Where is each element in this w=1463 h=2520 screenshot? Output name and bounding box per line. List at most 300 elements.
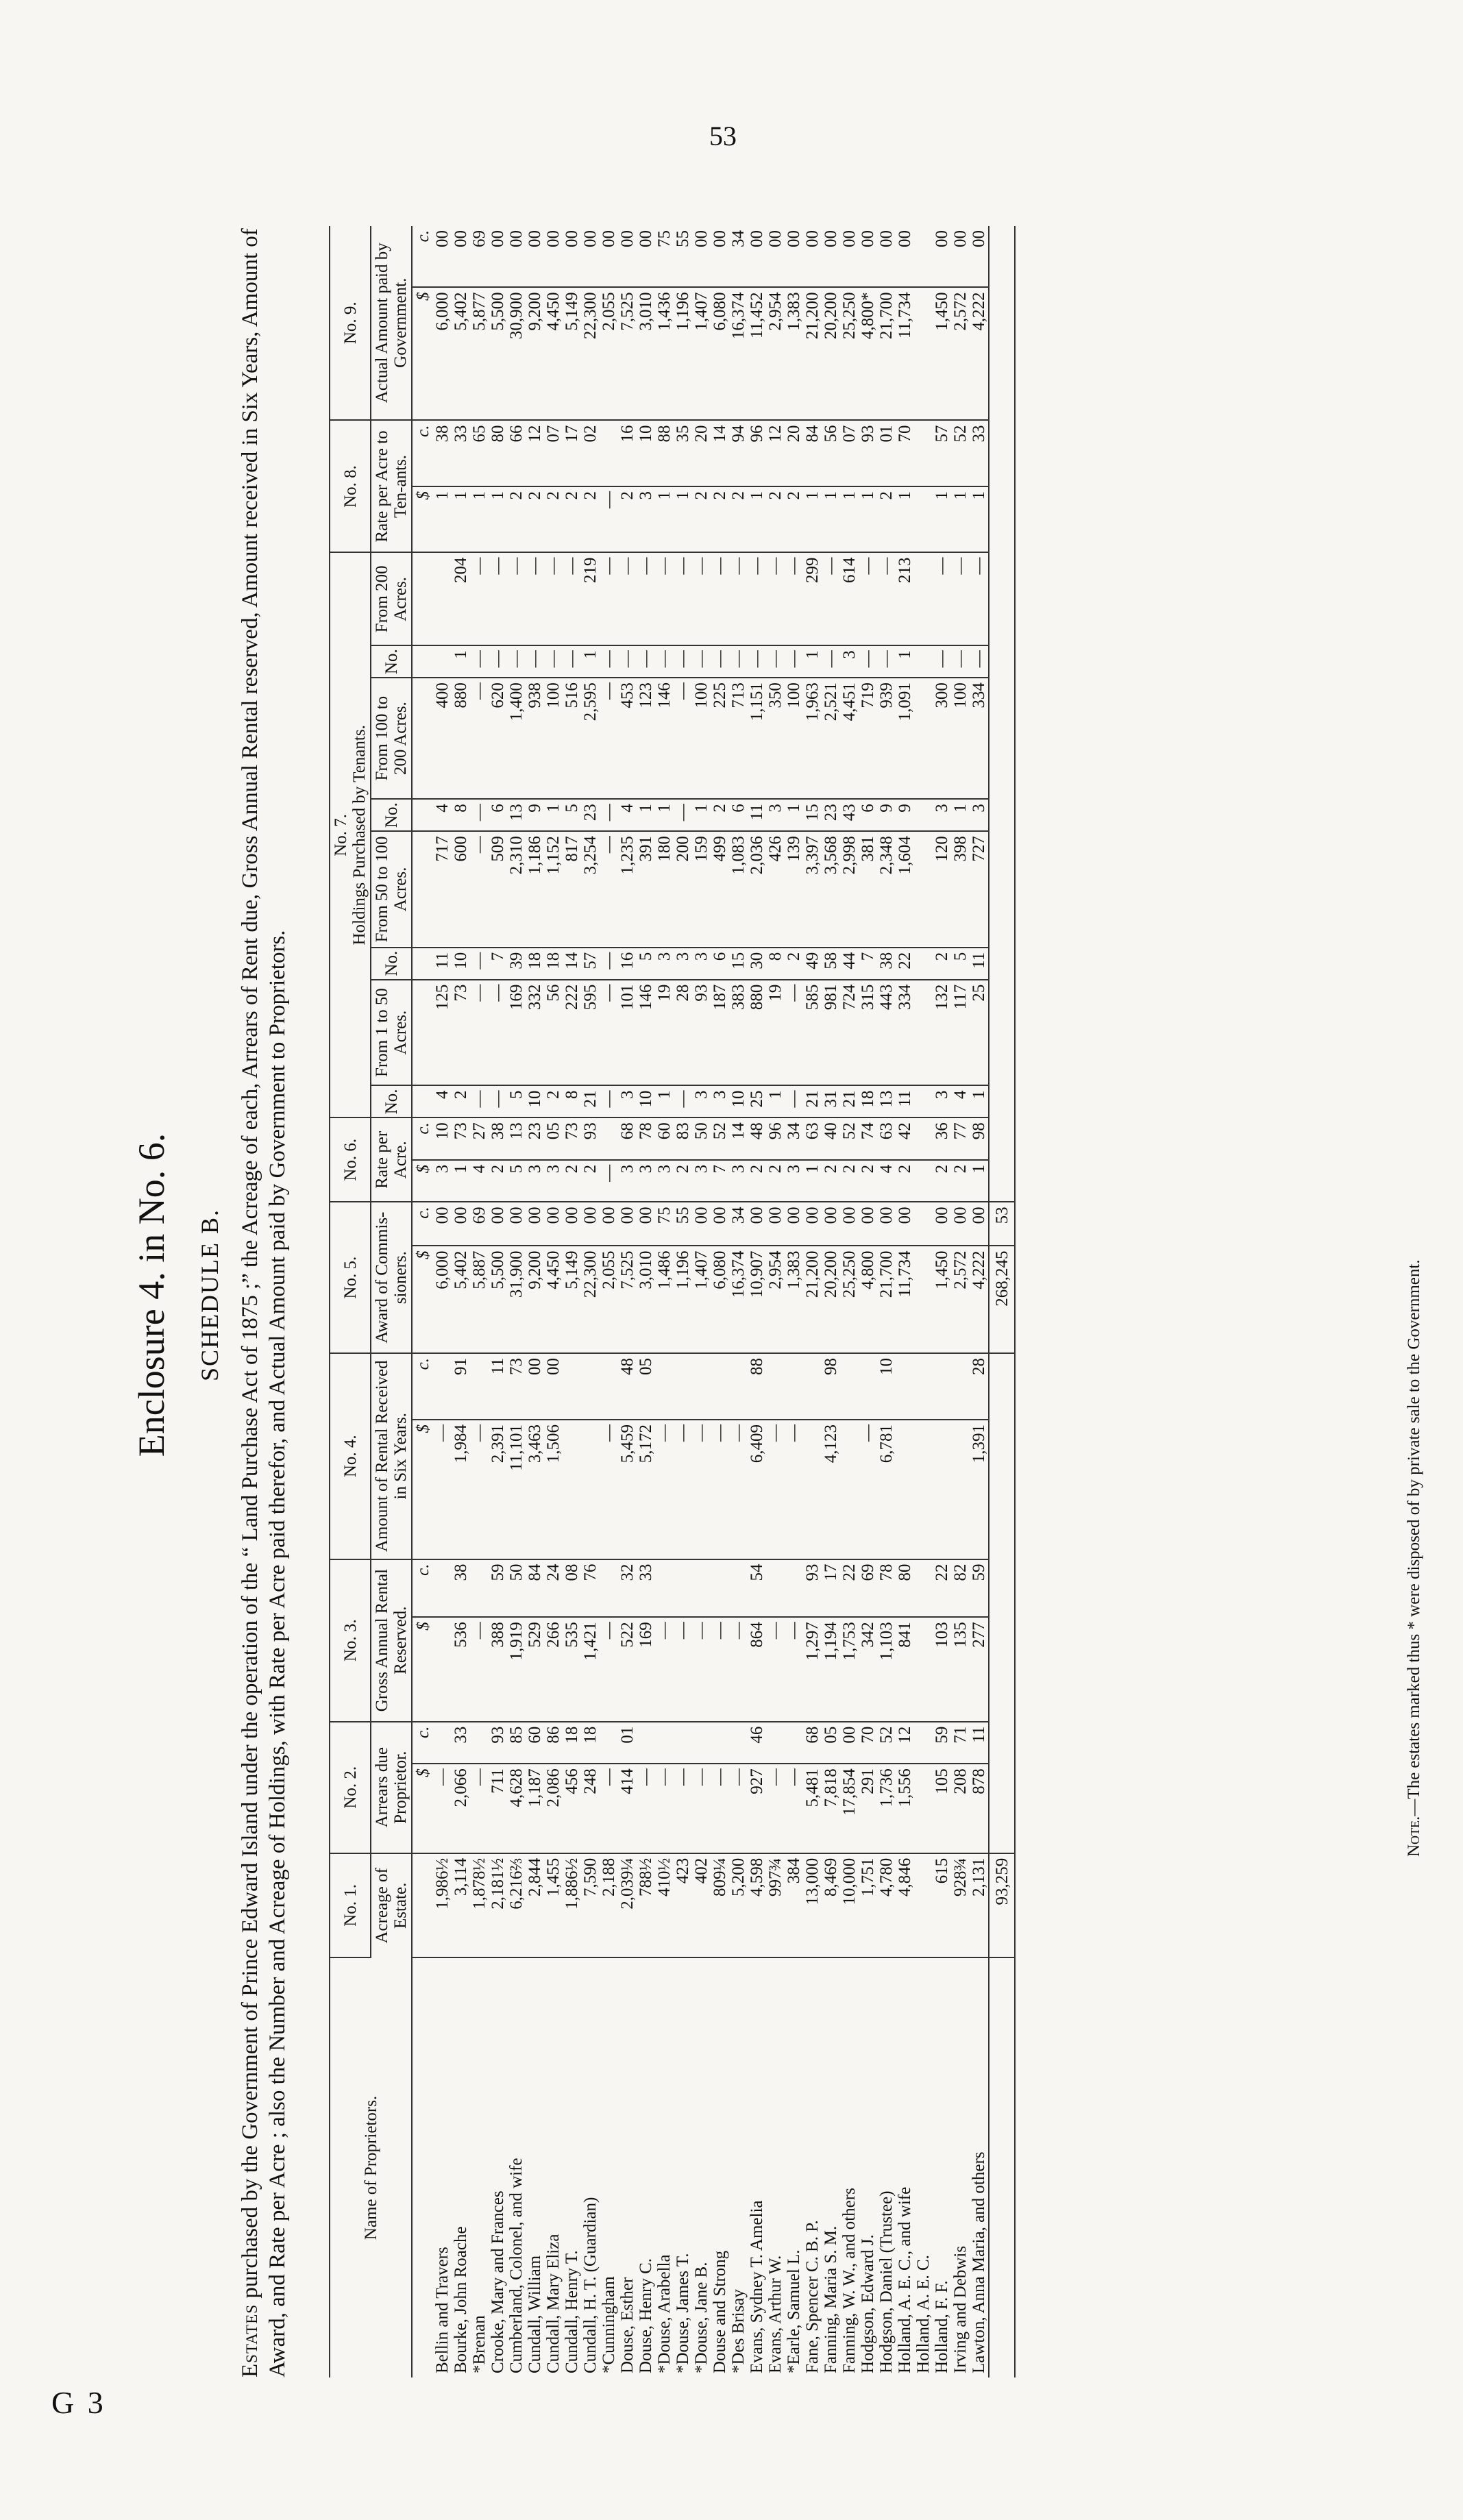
row-arrears-dollars: 248 (581, 1764, 600, 1853)
row-acreage: 4,846 (896, 1853, 914, 1957)
row-rental-cents (655, 1559, 674, 1618)
unit-award-dollars: $ (412, 1246, 433, 1353)
row-name: Douse, Esther (618, 2277, 637, 2373)
row-arrears-cents (600, 1722, 618, 1764)
row-actual-cents: 00 (618, 226, 637, 287)
footnote (1405, 1259, 1424, 1857)
row-holdings-1-50-count: 25 (748, 1085, 766, 1117)
row-actual-cents: 00 (748, 226, 766, 287)
table-row (859, 226, 877, 2377)
row-actual-dollars: 5,149 (563, 287, 581, 420)
row-name: Bourke, John Roache (452, 2226, 470, 2373)
row-arrears-dollars: — (692, 1764, 711, 1853)
row-award-cents: 00 (711, 1202, 729, 1246)
row-actual-dollars: 11,734 (896, 287, 914, 420)
row-holdings-1-50-acres: — (489, 980, 507, 1086)
row-name: Lawton, Anna Maria, and others (970, 2151, 988, 2373)
row-holdings-1-50-count: 18 (859, 1085, 877, 1117)
row-acreage: 615 (933, 1853, 951, 1957)
row-rate-dollars: 3 (637, 1160, 655, 1202)
row-holdings-100-200-acres: 100 (951, 678, 970, 799)
row-actual-dollars: 4,222 (970, 287, 989, 420)
row-holdings-100-200-count: 4 (433, 799, 452, 831)
row-holdings-200-count: — (877, 645, 896, 678)
totals-row (989, 226, 1015, 2377)
row-received-cents (859, 1353, 877, 1420)
row-received-cents: 00 (544, 1353, 563, 1420)
row-holdings-1-50-acres: 332 (526, 980, 544, 1086)
row-rate-tenants-dollars: 2 (729, 486, 748, 552)
row-holdings-50-100-acres: 817 (563, 831, 581, 948)
row-actual-dollars: 11,452 (748, 287, 766, 420)
row-rental-dollars: 1,297 (803, 1617, 822, 1721)
row-award-cents: 00 (970, 1202, 989, 1246)
row-rental-cents: 22 (840, 1559, 859, 1618)
row-arrears-dollars: 456 (563, 1764, 581, 1853)
row-holdings-200-acres: — (674, 552, 692, 645)
row-rental-cents (674, 1559, 692, 1618)
row-arrears-dollars: — (637, 1764, 655, 1853)
row-arrears-cents: 60 (526, 1722, 544, 1764)
row-award-cents (914, 1202, 933, 1246)
row-acreage: 2,844 (526, 1853, 544, 1957)
row-name: Evans, Arthur W. (766, 2255, 785, 2373)
row-rental-dollars (433, 1617, 452, 1721)
row-rate-cents: 38 (489, 1117, 507, 1160)
row-holdings-100-200-acres: 938 (526, 678, 544, 799)
row-rate-dollars: 3 (544, 1160, 563, 1202)
row-holdings-50-100-count: 5 (637, 948, 655, 980)
row-received-dollars (581, 1420, 600, 1559)
row-rental-dollars: — (729, 1617, 748, 1721)
row-holdings-100-200-acres: 300 (933, 678, 951, 799)
row-rate-dollars: 4 (877, 1160, 896, 1202)
row-holdings-1-50-count: 1 (766, 1085, 785, 1117)
row-rental-dollars: 169 (637, 1617, 655, 1721)
row-rental-dollars: 1,919 (507, 1617, 526, 1721)
row-received-dollars: 3,463 (526, 1420, 544, 1559)
row-arrears-cents (692, 1722, 711, 1764)
row-rate-dollars: 7 (711, 1160, 729, 1202)
row-holdings-100-200-acres: — (470, 678, 489, 799)
header-no4: No. 4. (330, 1353, 371, 1559)
row-rate-cents: 63 (803, 1117, 822, 1160)
row-received-cents: 88 (748, 1353, 766, 1420)
row-rate-tenants-dollars: 2 (507, 486, 526, 552)
row-name: Hodgson, Daniel (Trustee) (877, 2190, 896, 2373)
row-rate-dollars: 3 (692, 1160, 711, 1202)
row-holdings-200-count: — (655, 645, 674, 678)
row-actual-cents: 00 (840, 226, 859, 287)
row-rate-tenants-cents: 70 (896, 421, 914, 486)
row-rate-tenants-dollars: 1 (822, 486, 840, 552)
row-name: Douse, Henry C. (637, 2258, 655, 2373)
row-rate-dollars: 2 (581, 1160, 600, 1202)
row-holdings-100-200-count: 23 (822, 799, 840, 831)
row-holdings-200-count: — (674, 645, 692, 678)
row-rate-cents: 13 (507, 1117, 526, 1160)
row-holdings-200-acres: — (489, 552, 507, 645)
row-rate-tenants-cents: 01 (877, 421, 896, 486)
row-holdings-1-50-count: 5 (507, 1085, 526, 1117)
row-actual-dollars: 2,055 (600, 287, 618, 420)
note-lead: Note. (1405, 1816, 1423, 1857)
row-rate-dollars: 2 (822, 1160, 840, 1202)
row-actual-cents: 69 (470, 226, 489, 287)
row-holdings-1-50-count: — (470, 1085, 489, 1117)
row-acreage: 1,455 (544, 1853, 563, 1957)
row-holdings-1-50-acres: — (600, 980, 618, 1086)
row-arrears-dollars: 5,481 (803, 1764, 822, 1853)
row-actual-cents: 00 (563, 226, 581, 287)
row-arrears-cents (637, 1722, 655, 1764)
row-rate-tenants-dollars: 1 (452, 486, 470, 552)
row-acreage: 1,878½ (470, 1853, 489, 1957)
row-received-dollars: — (674, 1420, 692, 1559)
row-rental-dollars: — (711, 1617, 729, 1721)
row-award-dollars: 2,572 (951, 1246, 970, 1353)
row-actual-dollars: 6,080 (711, 287, 729, 420)
row-rental-dollars: 536 (452, 1617, 470, 1721)
row-holdings-200-count: — (470, 645, 489, 678)
row-holdings-50-100-acres: 499 (711, 831, 729, 948)
row-arrears-dollars: — (785, 1764, 803, 1853)
header-rate: Rate per Acre. (371, 1117, 412, 1202)
row-holdings-200-acres: 204 (452, 552, 470, 645)
row-arrears-dollars: — (600, 1764, 618, 1853)
row-acreage: 4,598 (748, 1853, 766, 1957)
row-rental-cents: 84 (526, 1559, 544, 1618)
row-rate-tenants-cents: 65 (470, 421, 489, 486)
row-award-cents: 00 (452, 1202, 470, 1246)
row-rate-tenants-cents: 93 (859, 421, 877, 486)
row-received-dollars: — (655, 1420, 674, 1559)
row-holdings-50-100-count: 3 (655, 948, 674, 980)
row-acreage: 423 (674, 1853, 692, 1957)
row-award-dollars: 9,200 (526, 1246, 544, 1353)
row-award-dollars: 1,486 (655, 1246, 674, 1353)
row-name: Douse and Strong (711, 2250, 729, 2373)
row-rate-cents: 98 (970, 1117, 989, 1160)
row-actual-cents: 00 (711, 226, 729, 287)
row-holdings-50-100-count: 5 (951, 948, 970, 980)
row-holdings-1-50-acres: 724 (840, 980, 859, 1086)
row-rental-cents: 08 (563, 1559, 581, 1618)
row-holdings-200-count: — (692, 645, 711, 678)
row-holdings-100-200-count: 13 (507, 799, 526, 831)
unit-rate-dollars: $ (412, 1160, 433, 1202)
row-rate-tenants-dollars: 2 (711, 486, 729, 552)
row-received-cents (803, 1353, 822, 1420)
row-award-cents: 00 (822, 1202, 840, 1246)
row-holdings-100-200-count: 9 (526, 799, 544, 831)
row-actual-cents: 75 (655, 226, 674, 287)
row-rental-cents: 59 (970, 1559, 989, 1618)
units-row (412, 226, 433, 2377)
row-received-dollars: 1,506 (544, 1420, 563, 1559)
row-award-cents: 00 (840, 1202, 859, 1246)
row-name: Cundall, Mary Eliza (544, 2234, 563, 2373)
row-actual-dollars: 5,877 (470, 287, 489, 420)
row-received-cents: 91 (452, 1353, 470, 1420)
row-received-cents (840, 1353, 859, 1420)
row-rate-dollars: 2 (748, 1160, 766, 1202)
row-holdings-200-count: — (711, 645, 729, 678)
row-holdings-1-50-acres: 19 (766, 980, 785, 1086)
row-holdings-50-100-acres: 381 (859, 831, 877, 948)
row-holdings-50-100-acres: 159 (692, 831, 711, 948)
row-holdings-200-count: — (489, 645, 507, 678)
header-rental: Gross Annual Rental Reserved. (371, 1559, 412, 1722)
row-rate-dollars: 3 (655, 1160, 674, 1202)
table-row (803, 226, 822, 2377)
row-holdings-50-100-acres: 3,397 (803, 831, 822, 948)
row-acreage: 1,986½ (433, 1853, 452, 1957)
row-holdings-1-50-acres: 125 (433, 980, 452, 1086)
row-rate-tenants-cents: 10 (637, 421, 655, 486)
row-received-cents (655, 1353, 674, 1420)
row-holdings-1-50-count: 21 (840, 1085, 859, 1117)
header-acreage: Acreage of Estate. (371, 1853, 412, 1957)
row-holdings-50-100-acres: 391 (637, 831, 655, 948)
row-holdings-100-200-count: — (600, 799, 618, 831)
row-rate-tenants-dollars: 2 (766, 486, 785, 552)
row-rate-tenants-cents: 07 (840, 421, 859, 486)
row-holdings-1-50-acres: 443 (877, 980, 896, 1086)
row-holdings-50-100-count: 58 (822, 948, 840, 980)
row-acreage: 410½ (655, 1853, 674, 1957)
row-actual-cents: 00 (970, 226, 989, 287)
row-received-dollars: 4,123 (822, 1420, 840, 1559)
row-holdings-50-100-acres: 2,348 (877, 831, 896, 948)
row-award-dollars: 1,383 (785, 1246, 803, 1353)
row-rate-tenants-dollars: 1 (951, 486, 970, 552)
row-holdings-50-100-count: 38 (877, 948, 896, 980)
row-actual-cents: 55 (674, 226, 692, 287)
row-rate-cents: 10 (433, 1117, 452, 1160)
row-holdings-1-50-count: 2 (544, 1085, 563, 1117)
row-holdings-200-acres: — (933, 552, 951, 645)
row-arrears-cents: 12 (896, 1722, 914, 1764)
row-received-cents: 73 (507, 1353, 526, 1420)
row-received-cents: 05 (637, 1353, 655, 1420)
row-holdings-50-100-acres: 2,310 (507, 831, 526, 948)
row-received-cents (729, 1353, 748, 1420)
row-rental-dollars: — (785, 1617, 803, 1721)
row-award-dollars: 4,450 (544, 1246, 563, 1353)
table-row (877, 226, 896, 2377)
row-holdings-200-acres: — (748, 552, 766, 645)
row-rate-cents: 77 (951, 1117, 970, 1160)
row-holdings-200-count (433, 645, 452, 678)
row-holdings-1-50-acres: 19 (655, 980, 674, 1086)
row-actual-dollars: 2,572 (951, 287, 970, 420)
row-name: Holland, F. F. (933, 2280, 951, 2373)
row-actual-cents: 00 (433, 226, 452, 287)
row-actual-cents: 00 (951, 226, 970, 287)
row-rental-cents: 17 (822, 1559, 840, 1618)
row-rate-tenants-cents: 38 (433, 421, 452, 486)
row-holdings-50-100-count (914, 948, 933, 980)
total-acreage: 93,259 (989, 1853, 1015, 1957)
row-rental-dollars: 266 (544, 1617, 563, 1721)
row-holdings-100-200-acres: 225 (711, 678, 729, 799)
row-award-cents: 00 (748, 1202, 766, 1246)
row-rate-dollars: 5 (507, 1160, 526, 1202)
row-holdings-200-count: 1 (581, 645, 600, 678)
row-rate-tenants-cents: 07 (544, 421, 563, 486)
row-award-cents: 00 (563, 1202, 581, 1246)
table-row (748, 226, 766, 2377)
row-rate-tenants-cents: 84 (803, 421, 822, 486)
row-rate-cents: 40 (822, 1117, 840, 1160)
row-holdings-50-100-count: 8 (766, 948, 785, 980)
table-row (600, 226, 618, 2377)
row-award-dollars (914, 1246, 933, 1353)
row-rental-cents: 59 (489, 1559, 507, 1618)
row-award-cents: 00 (803, 1202, 822, 1246)
row-arrears-dollars: 1,556 (896, 1764, 914, 1853)
row-holdings-200-count: — (729, 645, 748, 678)
row-holdings-1-50-acres: 117 (951, 980, 970, 1086)
row-holdings-100-200-acres: 100 (544, 678, 563, 799)
row-award-dollars: 1,450 (933, 1246, 951, 1353)
table-row (840, 226, 859, 2377)
row-holdings-200-acres: — (859, 552, 877, 645)
row-award-dollars: 16,374 (729, 1246, 748, 1353)
totals-body (989, 226, 1015, 2377)
row-rate-cents: 14 (729, 1117, 748, 1160)
row-rate-tenants-dollars: 1 (433, 486, 452, 552)
row-holdings-50-100-acres: 426 (766, 831, 785, 948)
row-name: Crooke, Mary and Frances (489, 2190, 507, 2373)
row-holdings-100-200-acres: 350 (766, 678, 785, 799)
row-award-dollars: 7,525 (618, 1246, 637, 1353)
row-rental-cents (914, 1559, 933, 1618)
row-received-dollars: — (766, 1420, 785, 1559)
row-award-dollars: 4,222 (970, 1246, 989, 1353)
row-rate-dollars: 3 (785, 1160, 803, 1202)
row-holdings-50-100-acres: 180 (655, 831, 674, 948)
header-no6: No. 6. (330, 1117, 371, 1202)
row-name: Cumberland, Colonel, and wife (507, 2158, 526, 2373)
row-rental-dollars: 1,753 (840, 1617, 859, 1721)
row-holdings-200-count: — (618, 645, 637, 678)
row-rate-tenants-cents: 12 (766, 421, 785, 486)
unit-actual-dollars: $ (412, 287, 433, 420)
row-rental-cents: 82 (951, 1559, 970, 1618)
row-rental-cents: 80 (896, 1559, 914, 1618)
row-holdings-50-100-acres: 120 (933, 831, 951, 948)
row-holdings-1-50-acres: 222 (563, 980, 581, 1086)
row-rental-dollars: 1,421 (581, 1617, 600, 1721)
row-rental-cents: 93 (803, 1559, 822, 1618)
row-arrears-dollars: 878 (970, 1764, 989, 1853)
row-rate-tenants-dollars: 1 (489, 486, 507, 552)
row-holdings-50-100-count: 11 (970, 948, 989, 980)
row-holdings-200-acres: — (507, 552, 526, 645)
row-rate-dollars: 1 (803, 1160, 822, 1202)
header-received: Amount of Rental Received in Six Years. (371, 1353, 412, 1559)
row-holdings-100-200-count: 15 (803, 799, 822, 831)
row-acreage: 788½ (637, 1853, 655, 1957)
row-award-cents: 00 (859, 1202, 877, 1246)
row-holdings-200-acres: — (563, 552, 581, 645)
row-rate-dollars: 2 (489, 1160, 507, 1202)
note-text: —The estates marked thus * were disposed of by private sale to the Government. (1405, 1259, 1423, 1816)
row-rental-dollars: — (692, 1617, 711, 1721)
row-holdings-100-200-count: 2 (711, 799, 729, 831)
row-holdings-50-100-acres: 2,036 (748, 831, 766, 948)
row-name: Hodgson, Edward J. (859, 2234, 877, 2373)
row-rate-cents: 34 (785, 1117, 803, 1160)
row-rate-tenants-dollars: 2 (692, 486, 711, 552)
row-holdings-200-count: — (563, 645, 581, 678)
row-rate-tenants-cents: 17 (563, 421, 581, 486)
row-received-dollars: — (859, 1420, 877, 1559)
row-holdings-100-200-acres: 453 (618, 678, 637, 799)
row-rate-cents: 42 (896, 1117, 914, 1160)
row-rental-dollars: 135 (951, 1617, 970, 1721)
row-rate-dollars: 2 (859, 1160, 877, 1202)
row-holdings-100-200-count: 3 (970, 799, 989, 831)
row-rental-cents: 69 (859, 1559, 877, 1618)
row-actual-dollars: 4,450 (544, 287, 563, 420)
row-actual-dollars: 20,200 (822, 287, 840, 420)
row-holdings-100-200-count: 6 (489, 799, 507, 831)
row-actual-cents: 00 (822, 226, 840, 287)
row-rate-dollars: 2 (840, 1160, 859, 1202)
row-holdings-100-200-count: 11 (748, 799, 766, 831)
row-holdings-1-50-acres (914, 980, 933, 1086)
row-holdings-200-count: — (785, 645, 803, 678)
row-holdings-1-50-acres: 132 (933, 980, 951, 1086)
row-holdings-100-200-acres: — (674, 678, 692, 799)
row-holdings-1-50-count: 4 (433, 1085, 452, 1117)
row-holdings-100-200-acres: — (600, 678, 618, 799)
header-count-3: No. (371, 799, 412, 831)
table-row (914, 226, 933, 2377)
row-holdings-50-100-count: 22 (896, 948, 914, 980)
row-received-dollars: 2,391 (489, 1420, 507, 1559)
row-received-dollars: 1,391 (970, 1420, 989, 1559)
row-rate-tenants-cents (600, 421, 618, 486)
row-received-cents (933, 1353, 951, 1420)
unit-actual-cents: c. (412, 226, 433, 287)
row-holdings-50-100-count: 30 (748, 948, 766, 980)
row-rate-tenants-cents: 96 (748, 421, 766, 486)
row-acreage: 7,590 (581, 1853, 600, 1957)
row-actual-cents (914, 226, 933, 287)
header-from-1-to-50: From 1 to 50 Acres. (371, 980, 412, 1086)
row-arrears-dollars: — (766, 1764, 785, 1853)
row-rental-dollars: — (674, 1617, 692, 1721)
footer-signature-mark: G 3 (51, 2385, 106, 2420)
row-holdings-1-50-acres: 334 (896, 980, 914, 1086)
row-award-cents: 00 (692, 1202, 711, 1246)
row-holdings-200-acres (914, 552, 933, 645)
row-holdings-50-100-acres: 200 (674, 831, 692, 948)
row-holdings-100-200-acres: 4,451 (840, 678, 859, 799)
row-rate-cents: 23 (526, 1117, 544, 1160)
row-arrears-cents: 70 (859, 1722, 877, 1764)
row-holdings-50-100-count: 3 (692, 948, 711, 980)
caption-text: purchased by the Government of Prince Edward Island under the operation of the “ Land Purchase Act of 1875 ;” the Acreage of each, Arrears of Rent due, Gross Annual Rental reserved, Amount received in Six Years, Amount of Award, and Rate per Acre ; also the Number and Acreage of Holdings, with Rate per Acre paid therefor, and Actual Amount paid by Government to Proprietors. (238, 228, 290, 2377)
row-name: Holland, A. E. C. (914, 2255, 933, 2373)
row-award-cents: 69 (470, 1202, 489, 1246)
row-rate-dollars: 2 (933, 1160, 951, 1202)
row-received-dollars: — (470, 1420, 489, 1559)
